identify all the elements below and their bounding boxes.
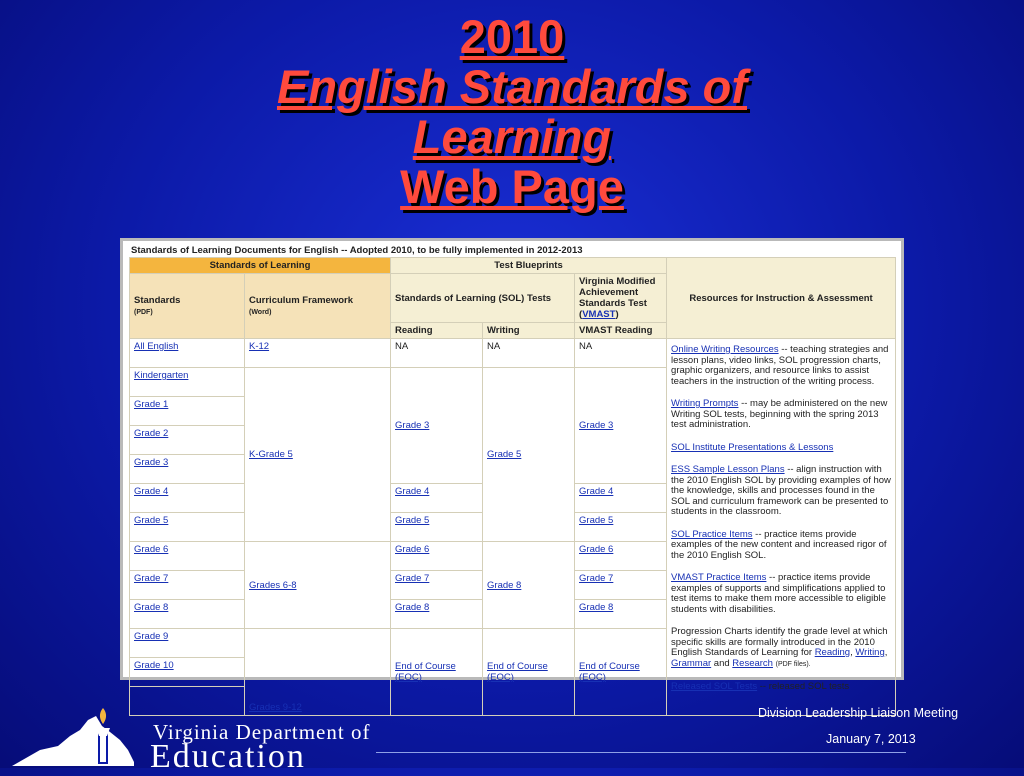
vmast-link[interactable]: Grade 5 [579,515,614,526]
standards-link[interactable]: Grade 2 [134,428,169,439]
pc-grammar-link[interactable]: Grammar [671,657,712,669]
reading-link[interactable]: Grade 5 [395,515,430,526]
framework-sub: (Word) [249,308,272,316]
title-line2: Learning [412,110,612,163]
framework-link[interactable]: Grades 6-8 [249,579,297,591]
slide-title [0,12,1024,212]
vmast-header-close: ) [615,309,619,320]
vmast-link[interactable]: Grade 4 [579,486,614,497]
standards-label: Standards [134,294,181,306]
vmast-header-link[interactable]: VMAST [582,309,616,320]
reading-link[interactable]: Grade 8 [395,602,430,613]
header-sol-tests: Standards of Learning (SOL) Tests [391,274,575,323]
table-row [130,339,896,368]
sol-practice-items-link[interactable]: SOL Practice Items [671,528,753,540]
pc-and: and [711,657,733,669]
subheader-vmast-reading: VMAST Reading [575,323,667,339]
spi-text: -- practice items provide examples of the new content and increased rigor of the 2010 English SOL. [671,528,887,561]
header-test-blueprints: Test Blueprints [391,258,667,274]
webpage-screenshot [120,238,904,713]
standards-link[interactable]: Grade 9 [134,631,169,642]
standards-link[interactable]: Grade 4 [134,486,169,497]
writing-prompts-link[interactable]: Writing Prompts [671,398,739,409]
framework-link[interactable]: K-12 [249,341,270,352]
progression-charts-text: Progression Charts identify the grade level at which specific skills are formally introduced in the 2010 English Standards of Learning for [671,626,888,658]
vmast-link[interactable]: Grade 7 [579,573,614,584]
header-curriculum-framework [245,274,391,339]
vmast-link[interactable]: Grade 6 [579,544,614,555]
reading-link[interactable]: Grade 6 [395,544,430,555]
table-caption: Standards of Learning Documents for English -- Adopted 2010, to be fully implemented in 2012-2013 [131,245,583,256]
virginia-torch-logo [10,706,150,768]
title-year: 2010 [459,10,565,63]
pc-writing-link[interactable]: Writing [855,647,885,658]
standards-link[interactable]: Grade 8 [134,602,169,613]
standards-link[interactable]: All English [134,341,179,352]
reading-link[interactable]: Grade 3 [395,420,430,431]
rst-text: -- released SOL tests [757,681,850,692]
online-writing-resources-link[interactable]: Online Writing Resources [671,344,779,355]
pc-reading-link[interactable]: Reading [814,647,851,658]
reading-cell: NA [391,339,483,368]
vmast-link[interactable]: End of Course (EOC) [579,661,640,683]
header-resources: Resources for Instruction & Assessment [667,258,896,339]
ess-text: -- align instruction with the 2010 English SOL by providing examples of how the knowledge, skills and processes found in the SOL and curriculum framework can be presented to students in the classroom. [671,464,891,517]
sol-institute-link[interactable]: SOL Institute Presentations & Lessons [671,441,834,453]
title-line3: Web Page [400,160,624,213]
writing-cell: NA [483,339,575,368]
ess-lesson-plans-link[interactable]: ESS Sample Lesson Plans [671,464,785,475]
standards-link[interactable]: Grade 1 [134,399,169,410]
reading-link[interactable]: End of Course (EOC) [395,661,456,683]
vmast-link[interactable]: Grade 8 [579,602,614,613]
header-vmast [575,274,667,323]
sol-documents-table [129,257,896,716]
standards-link[interactable]: Grade 7 [134,573,169,584]
standards-link[interactable]: Kindergarten [134,370,189,381]
subheader-writing: Writing [483,323,575,339]
wp-text: -- may be administered on the new Writing SOL tests, beginning with the spring 2013 test administration. [671,398,888,430]
header-standards-of-learning: Standards of Learning [130,258,391,274]
title-line1: English Standards of [276,60,748,113]
subheader-reading: Reading [391,323,483,339]
footer-date: January 7, 2013 [826,732,916,746]
pc-research-link[interactable]: Research [732,657,773,669]
writing-link[interactable]: End of Course (EOC) [487,661,548,683]
framework-link[interactable]: Grades 9-12 [249,702,302,713]
framework-label: Curriculum Framework [249,294,353,306]
reading-link[interactable]: Grade 4 [395,486,430,497]
footer-meeting: Division Leadership Liaison Meeting [758,706,959,720]
standards-link[interactable]: Grade 5 [134,515,169,526]
standards-link[interactable]: Grade 3 [134,457,169,468]
header-standards [130,274,245,339]
writing-link[interactable]: Grade 5 [487,449,522,460]
standards-sub: (PDF) [134,308,153,316]
logo-line1: Virginia Department of [153,720,371,744]
framework-link[interactable]: K-Grade 5 [249,449,293,460]
vmast-link[interactable]: Grade 3 [579,420,614,431]
vmast-practice-items-link[interactable]: VMAST Practice Items [671,572,767,583]
pc-pdf-note: (PDF files). [775,660,811,668]
standards-link[interactable]: Grade 10 [134,660,174,671]
footer-divider [376,752,906,753]
logo-line2: Education [150,738,306,775]
vpi-text: -- practice items provide examples of supports and simplifications applied to test items to make them more accessible to eligible students with disabilities. [671,572,886,615]
resources-cell: Online Writing Resources -- teaching strategies and lesson plans, video links, SOL progression charts, graphic organizers, and resource links to assist teachers in the instruction of the writing process. Writing Prompts -- may be administered on the new Writing SOL tests, beginning with the spring 2013 test administration. SOL Institute Presentations & Lessons ESS Sample Lesson Plans -- align instruction with the 2010 English SOL by providing examples of how the knowledge, skills and processes found in the SOL and curriculum framework can be presented to students in the classroom. SOL Practice Items -- practice items provide examples of the new content and increased rigor of the 2010 English SOL. VMAST Practice Items -- practice items provide examples of supports and simplifications applied to test items to make them more accessible to eligible students with disabilities. Progression Charts identify the grade level at which specific skills are formally introduced in the 2010 English Standards of Learning for Reading, Writing, Grammar and Research (PDF files). Released SOL Tests -- released SOL tests [667,339,896,716]
vmast-cell: NA [575,339,667,368]
standards-link[interactable]: Grade 6 [134,544,169,555]
reading-link[interactable]: Grade 7 [395,573,430,584]
owr-text: -- teaching strategies and lesson plans, video links, SOL progression charts, graphic organizers, and resource links to assist teachers in the instruction of the writing process. [671,344,889,387]
writing-link[interactable]: Grade 8 [487,579,522,591]
vmast-header-text: Virginia Modified Achievement Standards Test ( [579,276,656,320]
released-sol-tests-link[interactable]: Released SOL Tests [671,681,758,692]
